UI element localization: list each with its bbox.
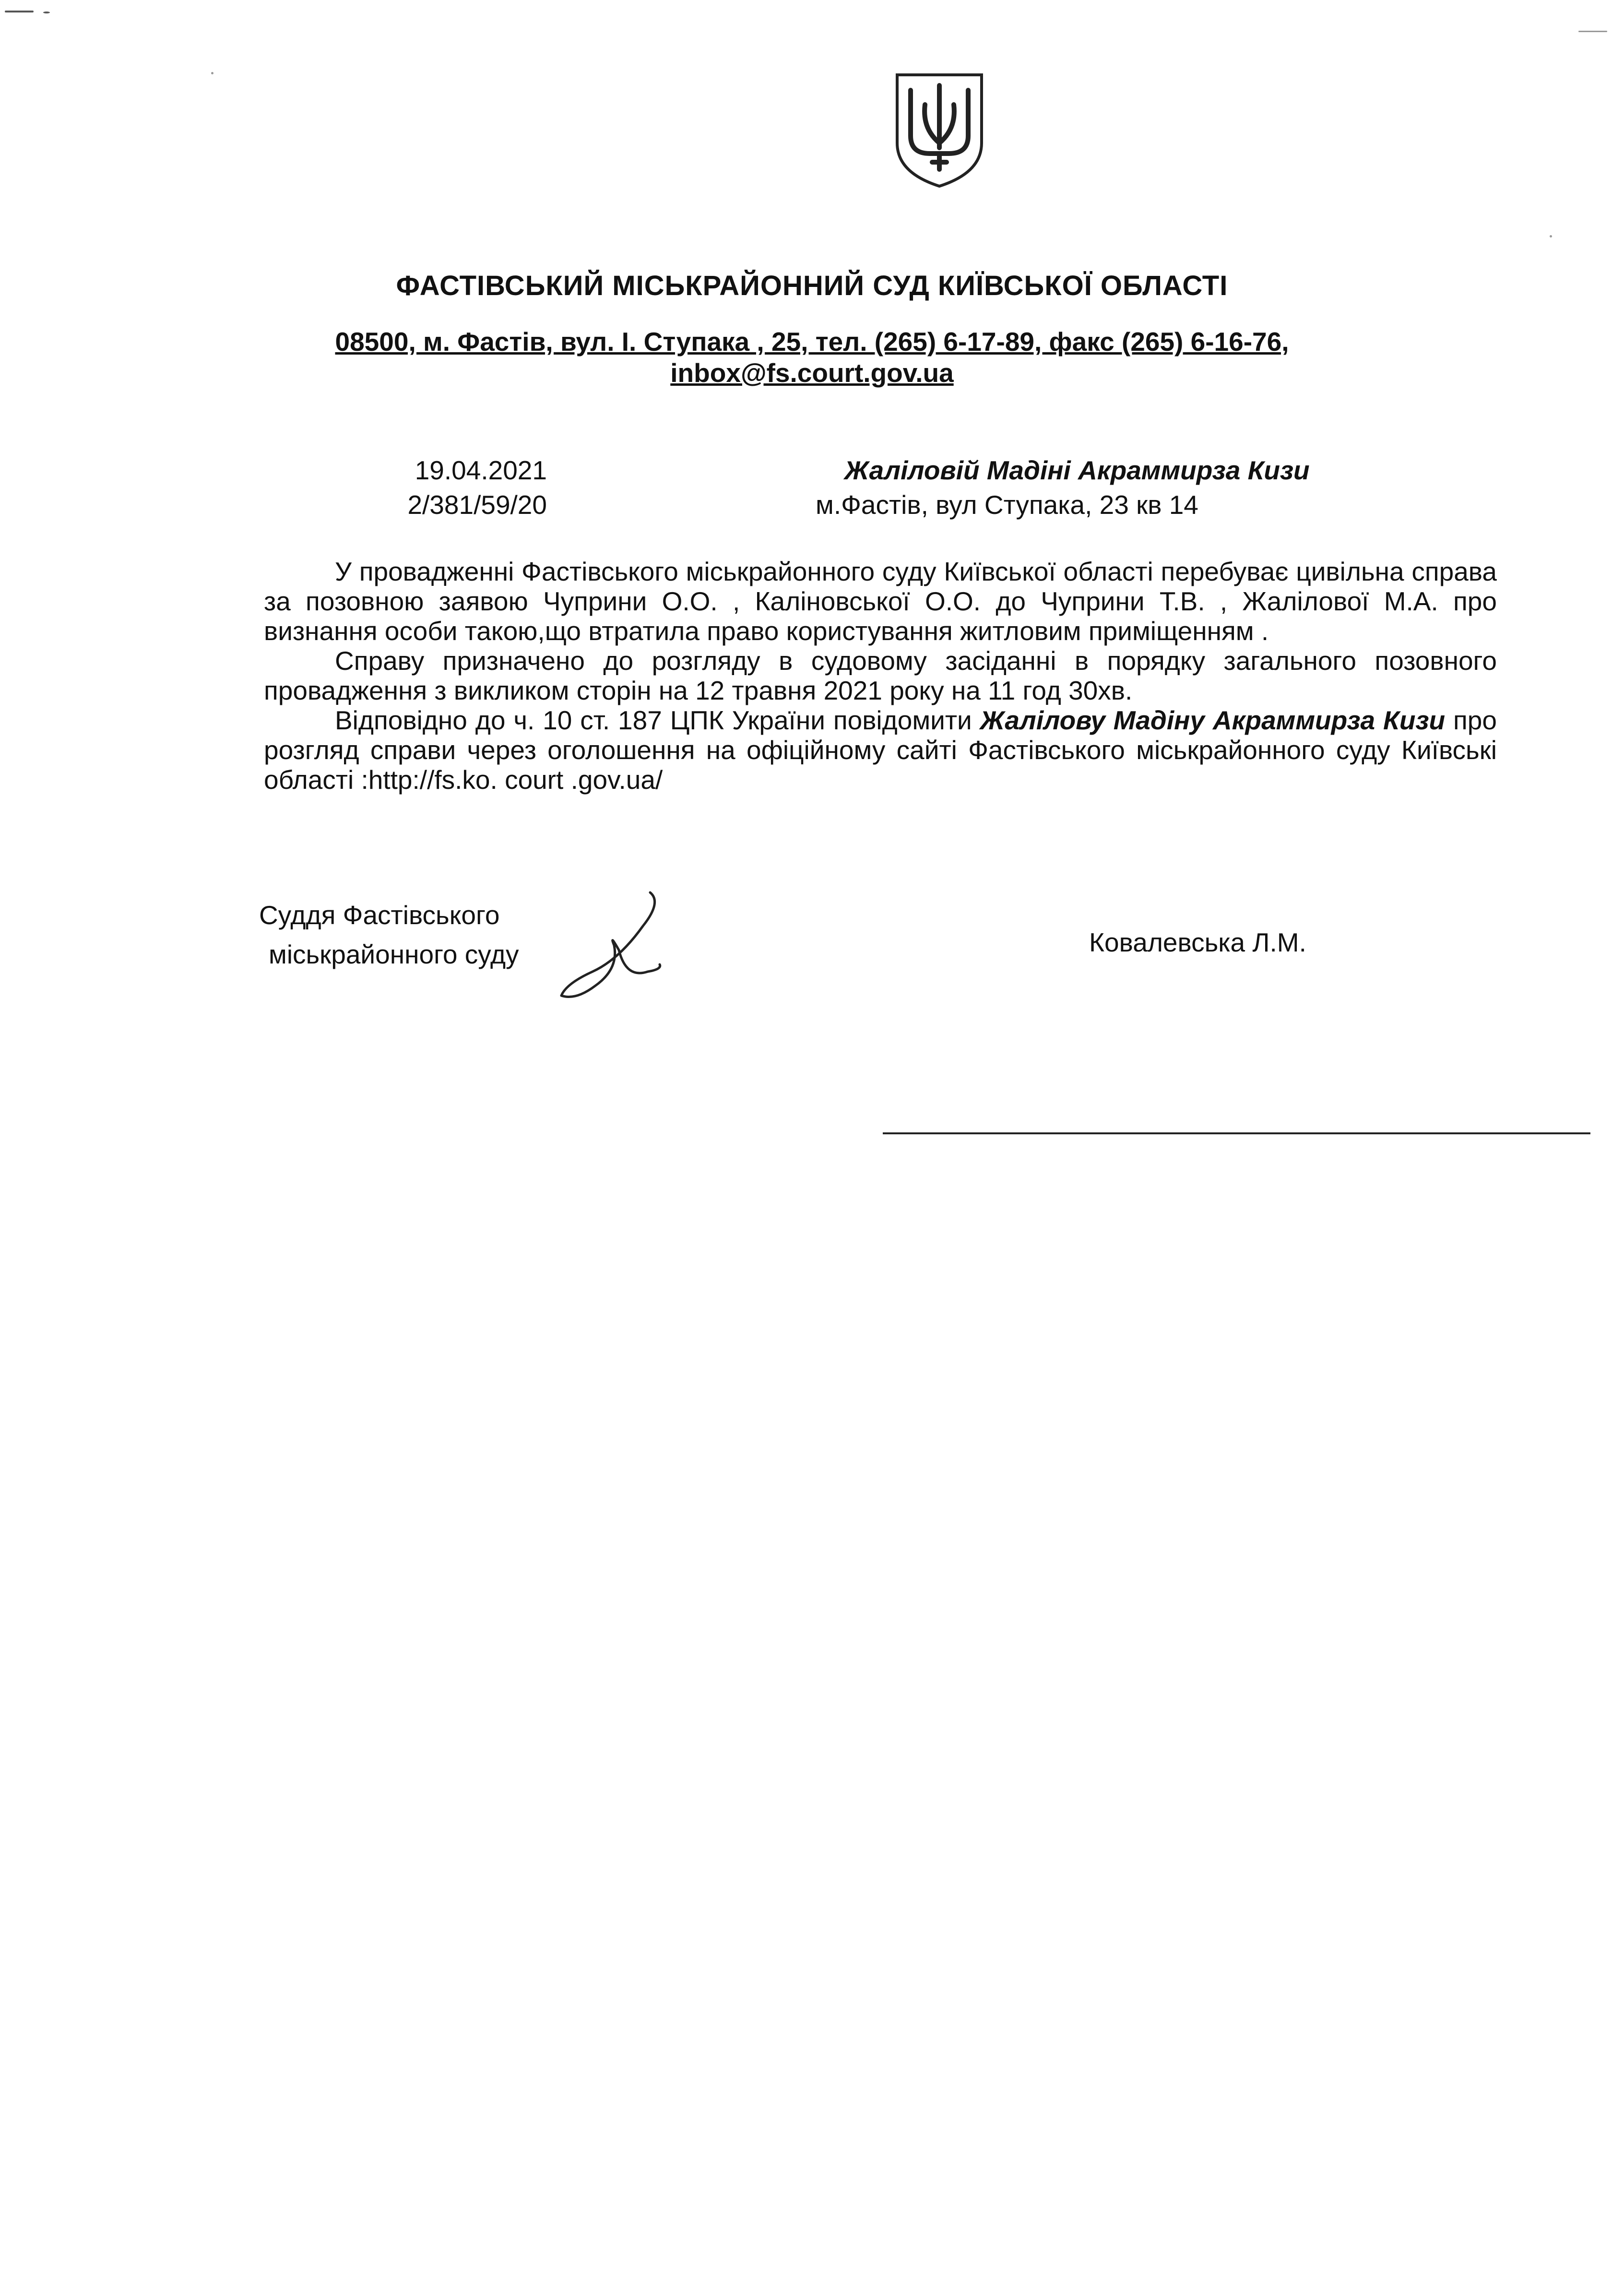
bottom-rule	[883, 1132, 1590, 1134]
court-address-line: 08500, м. Фастів, вул. І. Ступака , 25, тел. (265) 6-17-89, факс (265) 6-16-76,	[335, 327, 1289, 357]
court-name-heading: ФАСТІВСЬКИЙ МІСЬКРАЙОННИЙ СУД КИЇВСЬКОЇ ОБЛАСТІ	[396, 270, 1228, 301]
scan-mark	[1578, 31, 1607, 32]
judge-title-line: Суддя Фастівського	[259, 900, 500, 930]
scan-mark	[1550, 235, 1552, 238]
case-number: 2/381/59/20	[407, 490, 547, 520]
court-email-line: inbox@fs.court.gov.ua	[670, 358, 954, 388]
scan-mark	[5, 11, 34, 12]
recipient-name-inline: Жалілову Мадіну Акраммирза Кизи	[980, 705, 1446, 735]
handwritten-signature	[547, 888, 667, 1008]
document-date: 19.04.2021	[415, 455, 547, 485]
recipient-address: м.Фастів, вул Ступака, 23 кв 14	[816, 490, 1198, 520]
judge-title-line: міськрайонного суду	[269, 939, 519, 969]
body-paragraph	[264, 705, 1497, 795]
trident-coat-of-arms-icon	[891, 71, 987, 189]
recipient-name: Жаліловій Мадіні Акраммирза Кизи	[844, 455, 1310, 485]
scan-mark	[43, 12, 50, 13]
body-text-fragment: Відповідно до ч. 10 ст. 187 ЦПК України повідомити	[335, 705, 980, 735]
body-text-fragment: про розгляд справи через оголошення на офіційному сайті Фастівського міськрайонного суду Київські області :http://fs.ko. court .gov.ua/	[264, 705, 1497, 795]
scan-mark	[211, 72, 213, 74]
body-paragraph: Справу призначено до розгляду в судовому засіданні в порядку загального позовного провадження з викликом сторін на 12 травня 2021 року на 11 год 30хв.	[264, 646, 1497, 705]
judge-name: Ковалевська Л.М.	[1089, 927, 1306, 957]
body-paragraph: У провадженні Фастівського міськрайонного суду Київської області перебуває цивільна справа за позовною заявою Чуприни О.О. , Каліновської О.О. до Чуприни Т.В. , Жалілової М.А. про визнання особи такою,що втратила право користування житловим приміщенням .	[264, 557, 1497, 646]
document-body	[264, 557, 1497, 795]
